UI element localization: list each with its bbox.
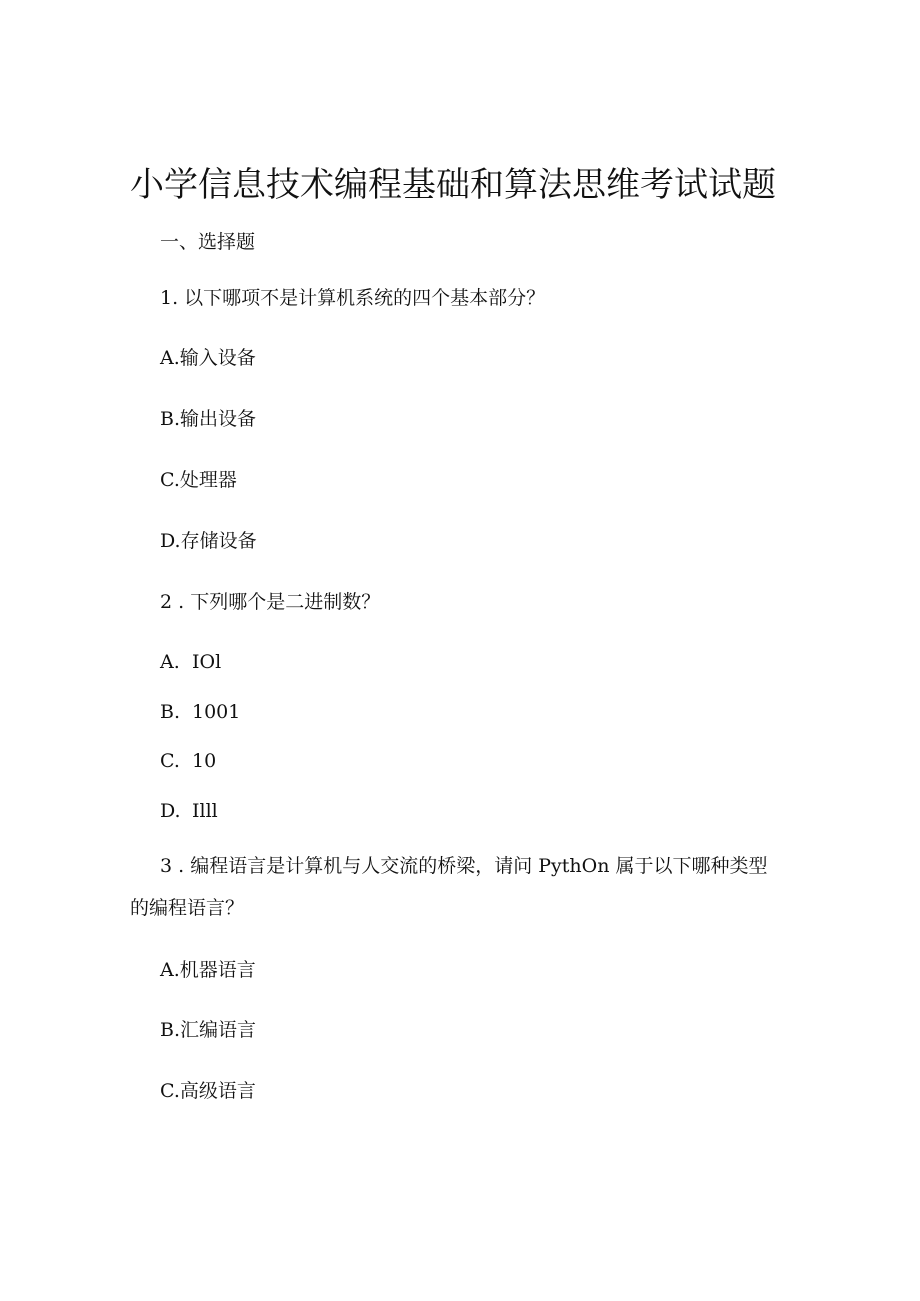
question-3-text-line-2: 的编程语言？ (130, 897, 245, 919)
question-3-option-b: B.汇编语言 (160, 1019, 257, 1041)
question-2-option-a-label: A. (160, 651, 180, 673)
question-2-option-b (160, 699, 240, 725)
question-1-option-d: D.存储设备 (160, 530, 257, 552)
question-2-option-b-value: 1001 (192, 701, 241, 723)
question-1-option-c: C.处理器 (160, 469, 237, 491)
question-2-option-a (160, 649, 221, 675)
question-2-text: 2 . 下列哪个是二进制数？ (160, 591, 381, 613)
question-2-option-c-label: C. (160, 750, 180, 772)
question-3-option-c: C.高级语言 (160, 1080, 256, 1102)
question-2-option-d-value: Illl (192, 800, 218, 822)
question-2-option-c-value: 10 (192, 750, 217, 772)
document-title: 小学信息技术编程基础和算法思维考试试题 (130, 165, 776, 205)
question-2-option-a-value: IOl (192, 651, 222, 673)
question-2-option-c (160, 748, 216, 774)
question-2-option-b-label: B. (160, 701, 181, 723)
section-heading: 一、选择题 (160, 231, 256, 253)
question-1-text: 1. 以下哪项不是计算机系统的四个基本部分？ (160, 287, 546, 309)
question-1-option-a: A.输入设备 (160, 347, 256, 369)
question-3-option-a: A.机器语言 (160, 959, 256, 981)
question-2-option-d (160, 798, 218, 824)
question-3-text-line-1: 3 . 编程语言是计算机与人交流的桥梁，请问 PythOn 属于以下哪种类型 (160, 855, 768, 877)
question-1-option-b: B.输出设备 (160, 408, 257, 430)
question-2-option-d-label: D. (160, 800, 181, 822)
